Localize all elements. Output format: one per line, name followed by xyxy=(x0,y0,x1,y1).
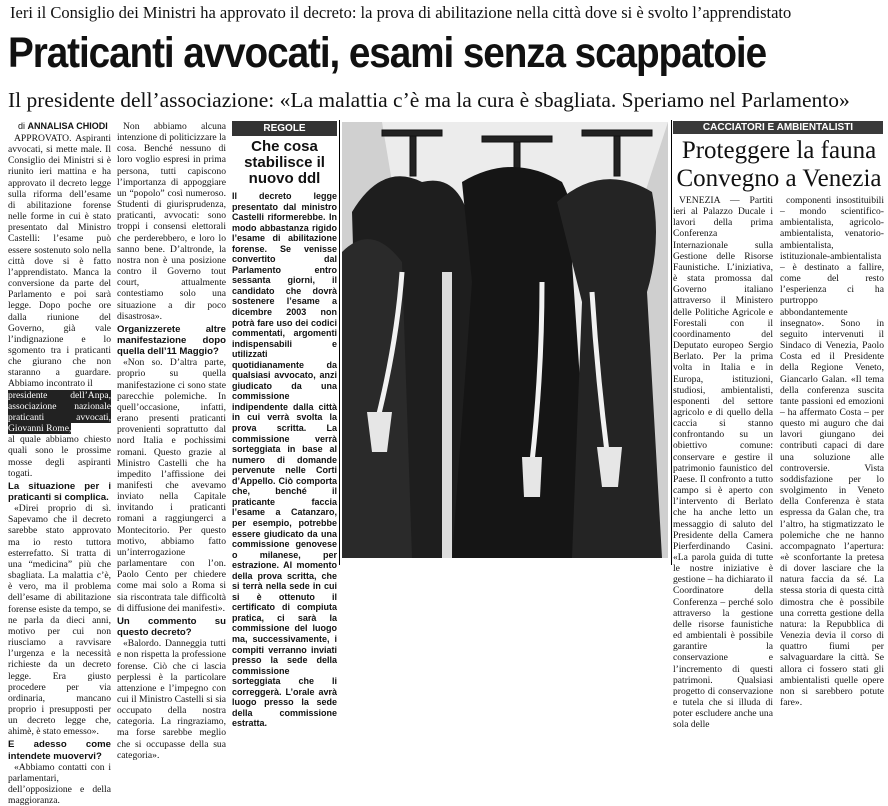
interview-answer: «Non so. D’altra parte, proprio su quella manifestazione ci sono state parecchie polemiche. In quell’occasione, infatti, erano presenti praticanti provenienti soprattutto dal nord Italia e pochissimi romani. Questo grazie al Ministro Castelli che ha impedito l’affissione dei manifesti che avevamo inviato nella Capitale invitando i praticanti romani a raggiungerci a Montecitorio. Per questo motivo, abbiamo fatto un’interrogazione parlamentare con l’on. Paolo Cento per chiedere come mai solo a Roma si sia riscontrata tale difficoltà di diffusione dei manifesti». xyxy=(117,357,226,614)
interview-answer: «Abbiamo contatti con i parlamentari, dell’opposizione e della maggioranza. xyxy=(8,761,111,806)
sidebar-title-line-1: Proteggere la fauna xyxy=(681,137,877,164)
sidebar-section-label: CACCIATORI E AMBIENTALISTI xyxy=(673,121,883,134)
article-column-1 xyxy=(8,133,111,806)
interview-answer: «Direi proprio di sì. Sapevamo che il decreto sarebbe stato approvato ma io resto tuttora esterrefatto. Si tratta di una “medicina” più che sbagliata. La malattia c’è, è vero, ma il problema dell’esame di abilitazione forense esiste da tempo, se ne parla da dieci anni, motivo per cui non riusciamo a ravvisare l’urgenza e la necessità richieste da un decreto legge. Era giusto procedere per via ordinaria, mancano proprio i presupposti per un decreto legge che, ahimè, è stato emesso». xyxy=(8,503,111,738)
article-kicker: Ieri il Consiglio dei Ministri ha approvato il decreto: la prova di abilitazione nella città dove si è svolto l’apprendistato xyxy=(10,3,792,22)
article-column-2 xyxy=(117,121,226,761)
robes-illustration xyxy=(342,122,668,558)
interview-question: Un commento su questo decreto? xyxy=(117,615,226,639)
sidebar-column-1 xyxy=(673,195,773,731)
sidebar-title-line-2: Convegno a Venezia xyxy=(676,165,882,192)
byline-author: ANNALISA CHIODI xyxy=(27,121,108,131)
highlighted-text: presidente dell’Anpa, associazione nazionale praticanti avvocati, Giovanni Rome, xyxy=(8,389,111,435)
article-paragraph-highlight xyxy=(8,390,111,435)
interview-answer: Non abbiamo alcuna intenzione di politicizzare la cosa. Benché nessuno di loro voglio espresi in prima persona, tutti capiscono l’importanza di appoggiare un “popolo” così numeroso. Studenti di giurisprudenza, praticanti, avvocati: sono troppi i consensi elettorali che perderebbero, e loro lo sanno bene. D’altronde, la nostra non è una posizione contro il Governo tout court, attualmente contestiamo solo una situazione a dir poco disastrosa». xyxy=(117,121,226,322)
regole-body: Il decreto legge presentato dal ministro Castelli riformerebbe. In modo abbastanza rigido l’esame di abilitazione forense. Se venisse convertito dal Parlamento entro sessanta giorni, il candidato che dovrà sostenere l’esame a dicembre 2003 non potrà fare uso dei codici commentati, argomenti indispensabili e utilizzati quotidianamente da qualsiasi avvocato, anzi giudicato da una commissione indipendente dalla città in cui verrà svolta la prova scritta. La commissione verrà sorteggiata in base al numero di domande pervenute nelle Corti d’Appello. Ciò comporta che, benché il praticante faccia l’esame a Catanzaro, per esempio, potrebbe essere giudicato da una commissione genovese o milanese, per estrazione. Al momento della prova scritta, che si terrà nella sede in cui si è ottenuto il certificato di compiuta pratica, ci sarà la commissione del luogo ma, successivamente, i compiti verranno inviati presso la sede della commissione sorteggiata che li correggerà. L’orale avrà luogo presso la sede della commissione estratta. xyxy=(232,191,337,729)
byline xyxy=(18,121,108,131)
article-headline: Praticanti avvocati, esami senza scappatoie xyxy=(8,29,767,77)
regole-label: REGOLE xyxy=(232,121,337,136)
sidebar-paragraph: VENEZIA — Partiti ieri al Palazzo Ducale i lavori della prima Conferenza Internazionale sulla Gestione delle Risorse Faunistiche. L’iniziativa, è stata promossa dal Governo italiano attraverso il Ministero delle Politiche Agricole e Forestali con il coordinamento del Deputato europeo Sergio Berlato. Per la prima volta in Italia e in Europa, istituzioni, studiosi, ambientalisti, esponenti del settore agricolo e di quello della caccia si stanno confrontando su un obiettivo comune: conservare e gestire il patrimonio faunistico del Paese. Il confronto a tutto campo si è aperto con l’intervento di Berlato che ha anche letto un messaggio di saluto del Presidente della Camera Pierferdinando Casini. «La parola guida di tutte le nostre iniziative è gestione – ha dichiarato il Coordinatore della Conferenza – perché solo attraverso la gestione delle risorse faunistiche ed ambientali è possibile garantire la conservazione e l’incremento di questi patrimoni. Qualsiasi progetto di conservazione e tutela che si illuda di poter escludere anche una sola delle xyxy=(673,195,773,731)
sidebar-column-2 xyxy=(780,195,884,709)
byline-prefix: di xyxy=(18,121,26,131)
column-divider xyxy=(671,120,672,565)
column-divider xyxy=(339,120,340,565)
article-paragraph: al quale abbiamo chiesto quali sono le prossime mosse degli aspiranti togati. xyxy=(8,434,111,479)
sidebar-paragraph: componenti insostituibili – mondo scientifico-ambientalista, agricolo-ambientalista, venatorio-ambientalista, istituzionale-ambientalista – è destinato a fallire, come del resto l’esperienza ci ha purtroppo abbondantemente insegnato». Sono in seguito intervenuti il Sindaco di Venezia, Paolo Costa ed il Presidente della Regione Veneto, Giancarlo Galan. «Il tema della conferenza suscita tante passioni ed emozioni – ha affermato Costa – per questo mi auguro che dai lavori giungano dei contributi capaci di dare una soluzione alle controversie. Vista soddisfazione per lo svolgimento in Veneto della Conferenza è stata espressa da Galan che, tra l’altro, ha stigmatizzato le polemiche che ne hanno accompagnato l’apertura: «è sconfortante la pretesa di dover lasciare che la natura faccia da sé. La stessa storia di questa città dimostra che è possibile una corretta gestione della natura: la Repubblica di Venezia devia il corso di quattro fiumi per salvaguardare la città. Se allora ci fossero stati gli ambientalisti quelle opere non si sarebbero potute fare». xyxy=(780,195,884,709)
regole-box xyxy=(232,121,337,729)
interview-question: Organizzerete altre manifestazione dopo quella dell’11 Maggio? xyxy=(117,323,226,358)
article-subhead: Il presidente dell’associazione: «La malattia c’è ma la cura è sbagliata. Speriamo nel Parlamento» xyxy=(8,88,850,112)
sidebar-title xyxy=(673,137,885,193)
interview-answer: «Balordo. Danneggia tutti e non rispetta la professione forense. Ciò che ci lascia perplessi è la particolare attenzione e l’impegno con cui il Ministro Castelli si sia occupato della nostra categoria. La ringraziamo, ma forse sarebbe meglio che si occupasse della sua categoria». xyxy=(117,638,226,761)
interview-question: La situazione per i praticanti si complica. xyxy=(8,480,111,503)
lawyer-robes-photo xyxy=(342,122,668,558)
interview-question: E adesso come intendete muovervi? xyxy=(8,739,111,762)
regole-title: Che cosa stabilisce il nuovo ddl xyxy=(244,138,325,187)
article-paragraph: APPROVATO. Aspiranti avvocati, si mette male. Il Consiglio dei Ministri si è riunito ieri mattina e ha approvato il decreto legge sulla riforma dell’esame di abilitazione forense nelle forme in cui è stato presentato dal Ministro Castelli: l’esame può essere sostenuto solo nella città dove si è fatto l’apprendistato. Manca la conversione da parte del Parlamento e poi sarà legge. Dopo poche ore dalla riunione del Governo, già vale l’indignazione e lo sgomento tra i praticanti che giurano che non staranno a guardare. Abbiamo incontrato il xyxy=(8,133,111,390)
